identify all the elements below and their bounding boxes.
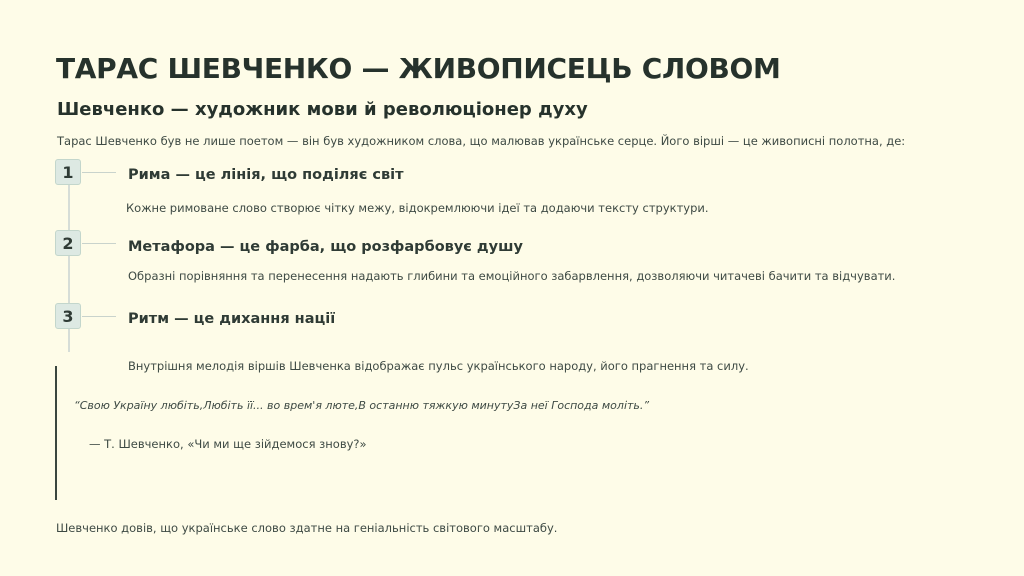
quote-attribution: — Т. Шевченко, «Чи ми ще зійдемося знову?» (89, 437, 367, 451)
quote-bar (55, 366, 57, 500)
step-description: Внутрішня мелодія віршів Шевченка відображає пульс українського народу, його прагнення та силу. (128, 359, 749, 373)
intro-text: Тарас Шевченко був не лише поетом — він був художником слова, що малював українське серце. Його вірші — це живописні полотна, де: (57, 134, 906, 148)
step-description: Образні порівняння та перенесення надають глибини та емоційного забарвлення, дозволяючи читачеві бачити та відчувати. (128, 269, 896, 283)
step-heading: Ритм — це дихання нації (128, 311, 336, 327)
step-connector (82, 172, 116, 173)
slide-subtitle: Шевченко — художник мови й революціонер духу (57, 99, 588, 120)
step-heading: Метафора — це фарба, що розфарбовує душу (128, 239, 523, 255)
quote-text: “Свою Україну любіть,Любіть її... во врем'я люте,В останню тяжкую минутуЗа неї Господа моліть.” (74, 399, 650, 412)
step-description: Кожне римоване слово створює чітку межу, відокремлюючи ідеї та додаючи тексту структури. (126, 201, 709, 215)
step-number-badge: 3 (55, 303, 81, 329)
slide-title: ТАРАС ШЕВЧЕНКО — ЖИВОПИСЕЦЬ СЛОВОМ (56, 52, 781, 85)
step-number-badge: 2 (55, 230, 81, 256)
conclusion-text: Шевченко довів, що українське слово здатне на геніальність світового масштабу. (56, 521, 558, 535)
step-heading: Рима — це лінія, що поділяє світ (128, 167, 404, 183)
step-number-badge: 1 (55, 159, 81, 185)
step-connector (82, 316, 116, 317)
step-connector (82, 243, 116, 244)
